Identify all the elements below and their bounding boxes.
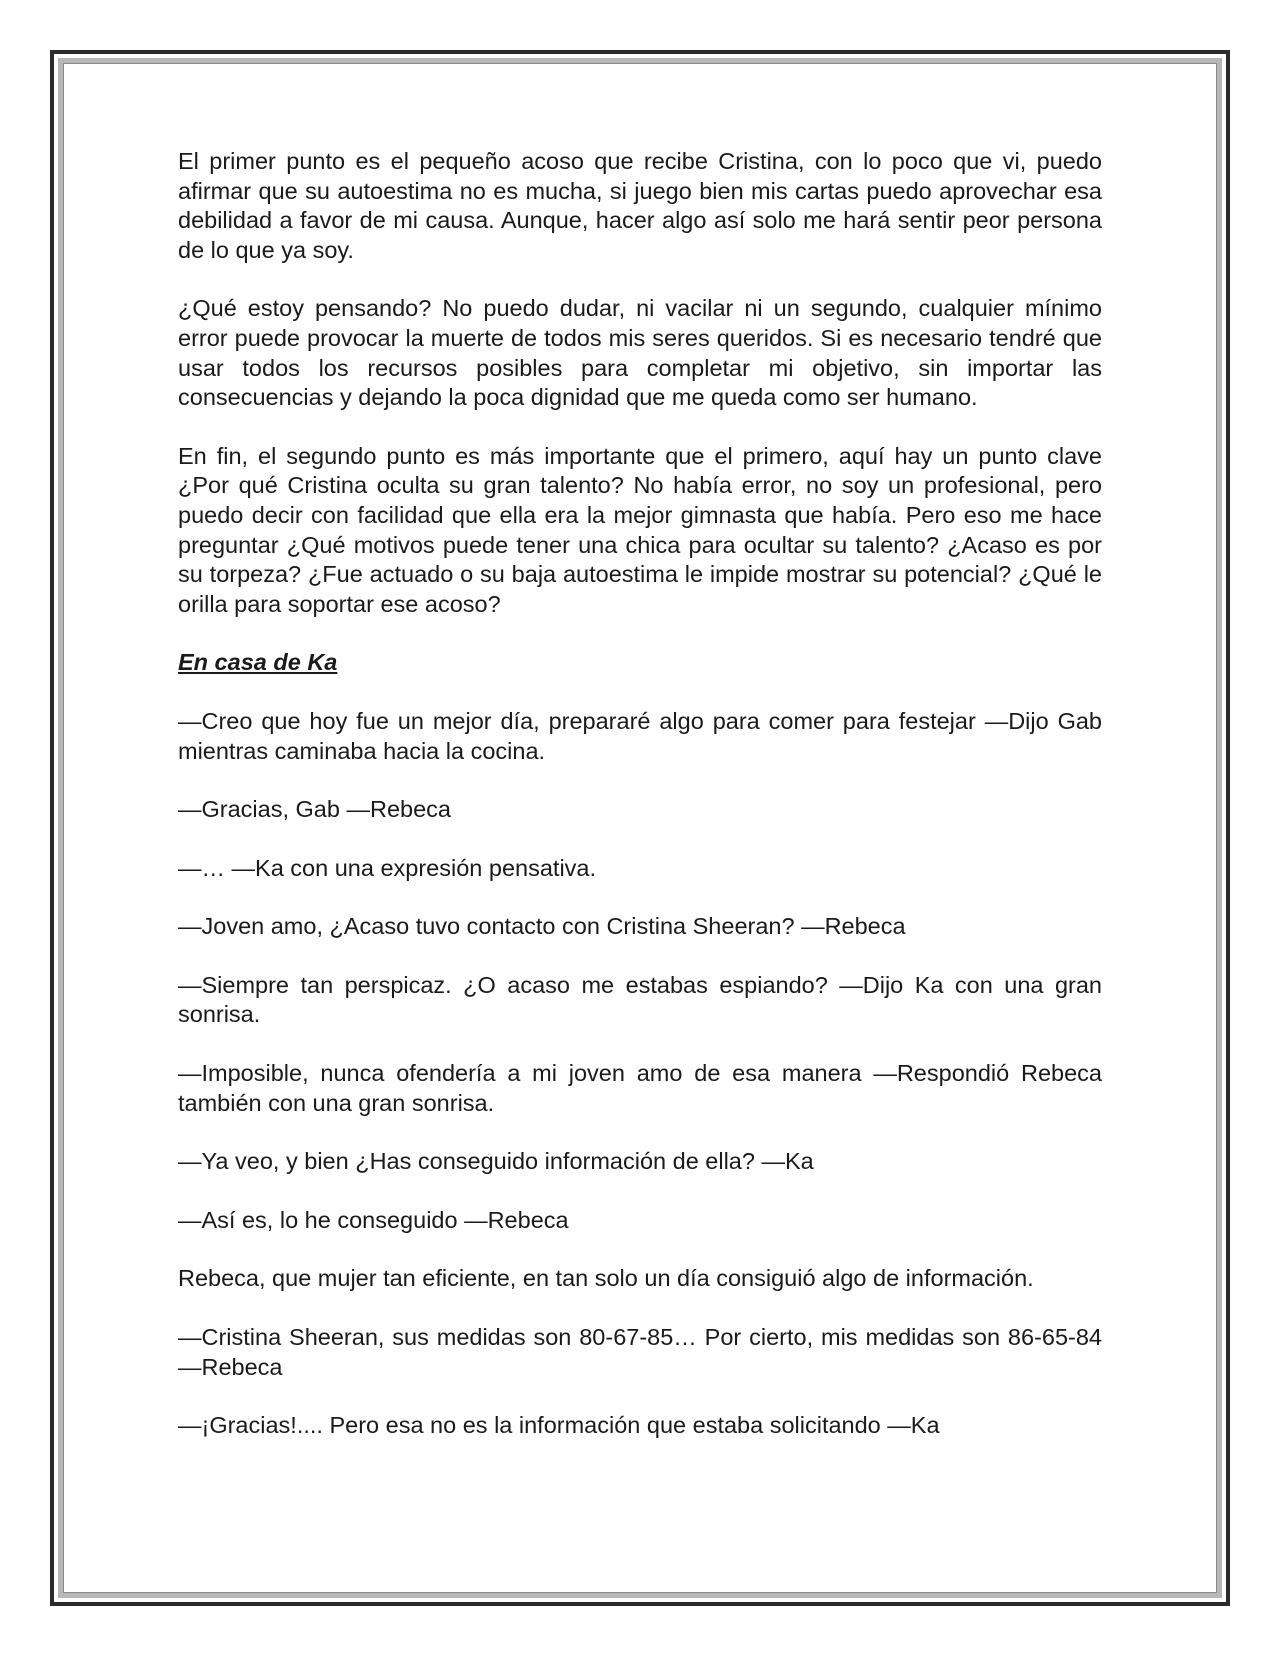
dialogue-line: —Cristina Sheeran, sus medidas son 80-67-85… Por cierto, mis medidas son 86-65-84 —Rebeca <box>178 1324 1102 1380</box>
dialogue-line: —Creo que hoy fue un mejor día, prepararé algo para comer para festejar —Dijo Gab mientras caminaba hacia la cocina. <box>178 707 1102 764</box>
dialogue-line: —¡Gracias!.... Pero esa no es la información que estaba solicitando —Ka <box>178 1412 940 1439</box>
dialogue-line: —Joven amo, ¿Acaso tuvo contacto con Cristina Sheeran? —Rebeca <box>178 913 906 940</box>
dialogue-line: —Así es, lo he conseguido —Rebeca <box>178 1206 569 1233</box>
dialogue-line: —Imposible, nunca ofendería a mi joven amo de esa manera —Respondió Rebeca también con una gran sonrisa. <box>178 1060 1102 1116</box>
narration-line: Rebeca, que mujer tan eficiente, en tan solo un día consiguió algo de información. <box>178 1265 1034 1292</box>
section-heading: En casa de Ka <box>178 649 338 676</box>
paragraph: El primer punto es el pequeño acoso que recibe Cristina, con lo poco que vi, puedo afirmar que su autoestima no es mucha, si juego bien mis cartas puedo aprovechar esa debilidad a favor de mi causa. Aunque, hacer algo así solo me hará sentir peor persona de lo que ya soy. <box>178 148 1102 263</box>
dialogue-line: —… —Ka con una expresión pensativa. <box>178 854 597 881</box>
document-body <box>178 147 1102 1470</box>
paragraph: ¿Qué estoy pensando? No puedo dudar, ni vacilar ni un segundo, cualquier mínimo error puede provocar la muerte de todos mis seres queridos. Si es necesario tendré que usar todos los recursos posibles para completar mi objetivo, sin importar las consecuencias y dejando la poca dignidad que me queda como ser humano. <box>178 295 1102 411</box>
dialogue-line: —Ya veo, y bien ¿Has conseguido información de ella? —Ka <box>178 1148 814 1175</box>
paragraph: En fin, el segundo punto es más importante que el primero, aquí hay un punto clave ¿Por qué Cristina oculta su gran talento? No había error, no soy un profesional, pero puedo decir con facilidad que ella era la mejor gimnasta que había. Pero eso me hace preguntar ¿Qué motivos puede tener una chica para ocultar su talento? ¿Acaso es por su torpeza? ¿Fue actuado o su baja autoestima le impide mostrar su potencial? ¿Qué le orilla para soportar ese acoso? <box>178 442 1102 617</box>
dialogue-line: —Gracias, Gab —Rebeca <box>178 796 451 823</box>
dialogue-line: —Siempre tan perspicaz. ¿O acaso me estabas espiando? —Dijo Ka con una gran sonrisa. <box>178 971 1102 1028</box>
